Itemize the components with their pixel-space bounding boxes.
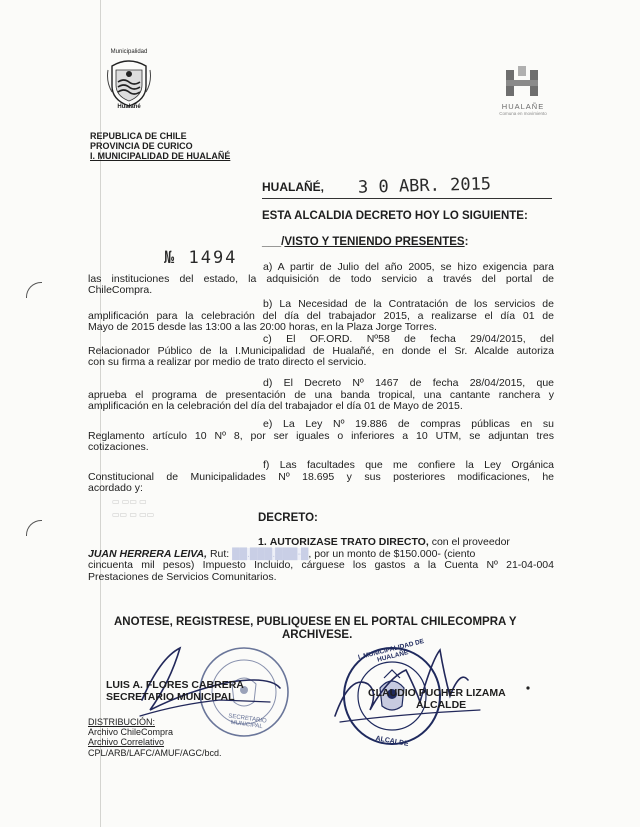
distribution-item: Archivo Correlativo xyxy=(88,737,165,748)
paragraph-c xyxy=(88,334,554,369)
paragraph-d-line: amplificación en la celebración del día del trabajador el día 01 de Mayo de 2015. xyxy=(88,400,463,412)
distribution-block xyxy=(88,717,222,758)
mayor-name: CLAUDIO PUCHER LIZAMA xyxy=(368,687,506,699)
closing-line-1: ANOTESE, REGISTRESE, PUBLIQUESE EN EL PORTAL CHILECOMPRA Y xyxy=(114,616,517,628)
distribution-item: CPL/ARB/LAFC/AMUF/AGC/bcd. xyxy=(88,747,222,758)
secretary-stamp-text: SECRETARIO MUNICIPAL xyxy=(227,713,267,731)
crest-caption-top: Municipalidad xyxy=(110,49,148,55)
letterhead-municipality: I. MUNICIPALIDAD DE HUALAÑÉ xyxy=(90,151,231,161)
visto-suffix: : xyxy=(464,236,469,248)
paragraph-e xyxy=(88,419,554,454)
paragraph-d-line: aprueba el programa de presentación de una banda tropical, una cantante ranchera y xyxy=(88,388,554,401)
paragraph-f-line: acordado y: xyxy=(88,482,143,494)
date-underline xyxy=(262,198,552,199)
scan-binder-line xyxy=(100,0,101,827)
rut-value-redacted: ██.███.███-█ xyxy=(232,547,309,560)
paragraph-d-line: d) El Decreto Nº 1467 de fecha 28/04/2015, que xyxy=(263,377,554,389)
mayor-stamp-bottom: ALCALDE xyxy=(374,735,410,748)
decree-number-stamp: № 1494 xyxy=(164,248,238,268)
letterhead-country: REPUBLICA DE CHILE xyxy=(90,131,187,141)
paragraph-f xyxy=(88,460,554,495)
decree-item-1 xyxy=(88,537,554,583)
paragraph-f-line: Constitucional de Municipalidades Nº 18.695 y sus posteriores modificaciones, he xyxy=(88,470,554,483)
item1-title: AUTORIZASE TRATO DIRECTO, xyxy=(269,536,429,548)
paragraph-a-line: las instituciones del estado, la adquisición de todo servicio a través del portal de xyxy=(88,272,554,285)
paragraph-a xyxy=(88,262,554,297)
decree-intro: ESTA ALCALDIA DECRETO HOY LO SIGUIENTE: xyxy=(262,210,528,222)
paragraph-a-line: a) A partir de Julio del año 2005, se hizo exigencia para xyxy=(263,261,554,273)
punch-hole-mark xyxy=(26,282,42,298)
paragraph-f-line: f) Las facultades que me confiere la Ley Orgánica xyxy=(263,459,554,471)
paragraph-d xyxy=(88,378,554,413)
paragraph-b-line: b) La Necesidad de la Contratación de los servicios de xyxy=(263,298,554,310)
item1-number: 1. xyxy=(258,536,267,548)
municipal-crest-logo xyxy=(104,52,154,108)
bleed-through-mark: ▭ ▭▭ ▭ xyxy=(112,497,147,506)
paragraph-b-line: amplificación para la celebración del día del trabajador 2015, a realizarse el día 01 de xyxy=(88,309,554,322)
secretary-title: SECRETARIO MUNICIPAL xyxy=(106,691,235,703)
visto-text: VISTO Y TENIENDO PRESENTES xyxy=(284,236,465,248)
item1-rest: con el proveedor xyxy=(431,536,510,548)
distribution-heading: DISTRIBUCIÓN: xyxy=(88,717,156,727)
crest-icon xyxy=(104,52,154,108)
item1-line3: Prestaciones de Servicios Comunitarios. xyxy=(88,570,277,583)
paragraph-c-line: c) El OF.ORD. Nº58 de fecha 29/04/2015, del xyxy=(263,333,554,345)
decree-city: HUALAÑÉ, xyxy=(262,180,324,194)
provider-name: JUAN HERRERA LEIVA, xyxy=(88,547,208,560)
crest-caption-bottom: Hualañé xyxy=(117,104,141,110)
hualane-h-logo-icon xyxy=(498,66,548,100)
secretary-name: LUIS A. FLORES CABRERA xyxy=(106,679,244,691)
paragraph-e-line: Reglamento artículo 10 Nº 8, por ser iguales o inferiores a 10 UTM, se adjuntan tres xyxy=(88,429,554,442)
paragraph-a-line: ChileCompra. xyxy=(88,284,153,296)
item1-amount: , por un monto de $150.000- (ciento xyxy=(308,547,476,560)
hualane-brand-logo xyxy=(498,66,548,100)
distribution-item: Archivo ChileCompra xyxy=(88,727,174,738)
visto-heading xyxy=(262,236,468,248)
rut-label: Rut: xyxy=(209,547,230,560)
paragraph-c-line: con su firma a realizar por medio de trato directo el servicio. xyxy=(88,356,367,368)
closing-line-2: ARCHIVESE. xyxy=(282,629,353,641)
item1-line2: cincuenta mil pesos) Impuesto Incluido, cárguese los gastos a la Cuenta Nº 21-04-004 xyxy=(88,559,554,571)
bleed-through-mark: ▭▭ ▭ ▭▭ xyxy=(112,510,155,519)
mayor-stamp-text: I. MUNICIPALIDAD DE HUALAÑE xyxy=(357,638,425,664)
mayor-title: ALCALDE xyxy=(416,699,467,711)
punch-hole-mark xyxy=(26,520,42,536)
letterhead-province: PROVINCIA DE CURICO xyxy=(90,141,193,151)
brand-logo-name: HUALAÑE xyxy=(501,102,545,111)
visto-prefix: ___/ xyxy=(262,236,285,248)
paragraph-b xyxy=(88,299,554,334)
paragraph-e-line: e) La Ley Nº 19.886 de compras públicas en su xyxy=(263,418,554,430)
paragraph-e-line: cotizaciones. xyxy=(88,441,149,453)
paragraph-c-line: Relacionador Público de la I.Municipalidad de Hualañé, en donde el Sr. Alcalde autoriza xyxy=(88,344,554,357)
brand-logo-tagline: Comuna en movimiento xyxy=(499,111,547,116)
decree-date-stamp: 3 0 ABR. 2015 xyxy=(357,174,492,198)
decreto-heading: DECRETO: xyxy=(258,512,318,524)
paragraph-b-line: Mayo de 2015 desde las 13:00 a las 20:00 horas, en la Plaza Jorge Torres. xyxy=(88,321,437,333)
